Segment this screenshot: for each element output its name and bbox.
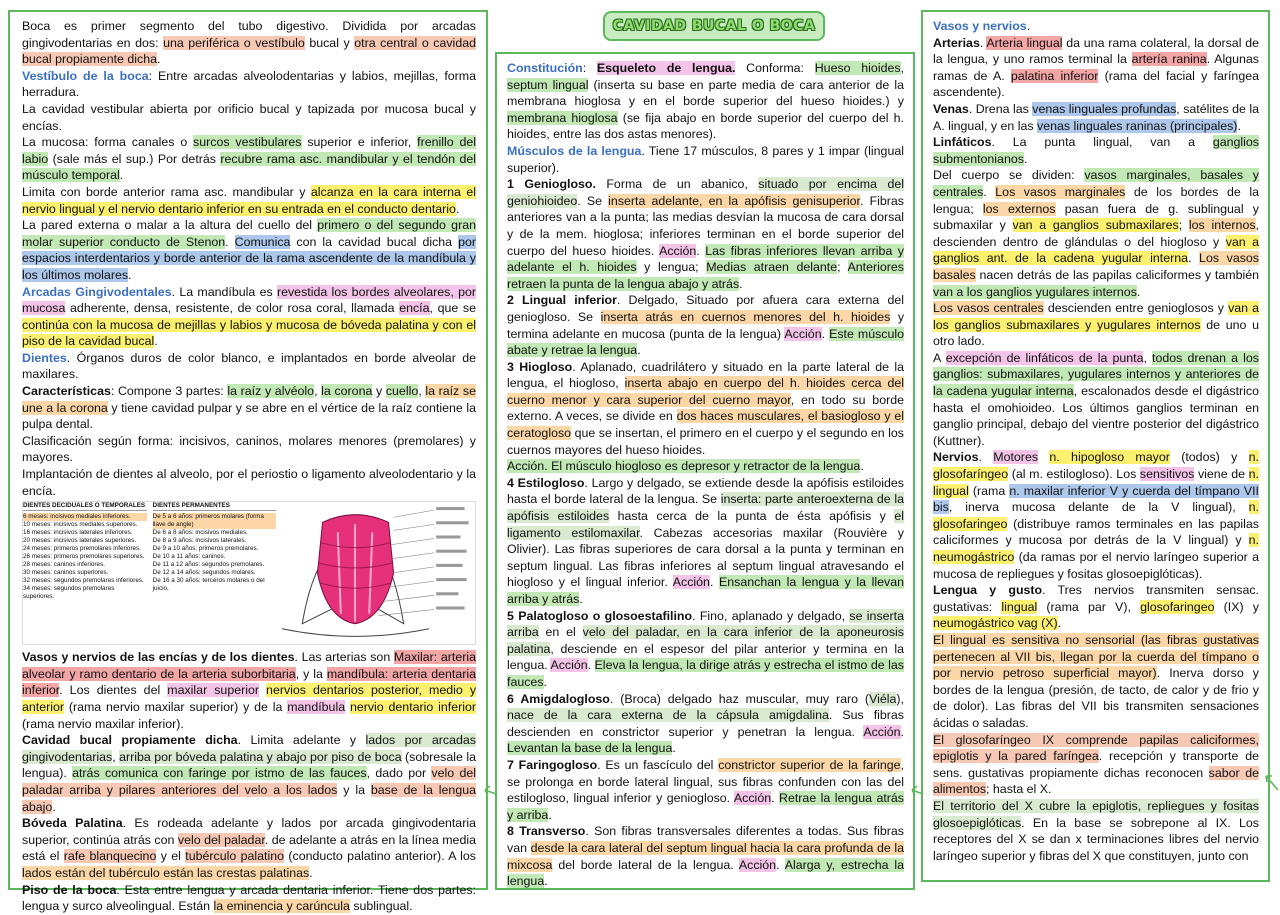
paragraph: Cavidad bucal propiamente dicha. Limita adelante y lados por arcadas gingivodentarias, arriba por bóveda palatina y abajo por piso de boca (sobresale la lengua). atrás comunica con faringe por istmo de las fauces, dado por velo del paladar arriba y pilares anteriores del velo a los lados y la base de la lengua abajo. <box>22 733 476 814</box>
paragraph: 2 Lingual inferior. Delgado, Situado por afuera cara externa del geniogloso. Se inserta atrás en cuernos menores del h. hioides y termina adelante en mucosa (punta de la lengua) Acción. Este músculo abate y retrae la lengua. <box>507 293 905 358</box>
table-cell: 28 meses: caninos inferiores. <box>23 561 105 569</box>
permanent-column <box>153 502 277 644</box>
table-cell: 30 meses: caninos superiores. <box>23 569 109 577</box>
table-cell: 16 meses: incisivos laterales inferiores. <box>23 529 133 537</box>
table-cell: De 6 a 8 años: incisivos mediales. <box>152 529 248 537</box>
paragraph: Vasos y nervios de las encías y de los dientes. Las arterias son Maxilar: arteria alveolar y ramo dentario de la arteria suborbitaria, y la mandíbula: arteria dentaria inferior. Los dientes del maxilar superior nervios dentarios posterior, medio y anterior (rama nervio maxilar superior) y de la mandíbula nervio dentario inferior (rama nervio maxilar inferior). <box>22 650 477 731</box>
paragraph: Boca es primer segmento del tubo digestivo. Dividida por arcadas gingivodentarias en dos: una periférica o vestíbulo bucal y otra central o cavidad bucal propiamente dicha. <box>22 19 476 67</box>
paragraph: El territorio del X cubre la epiglotis, repliegues y fositas glosoepiglóticas. En la base se sobrepone al IX. Los receptores del X se dan x terminaciones libres del nervio laríngeo superior y fibras del X que constituyen, junto con <box>933 798 1259 863</box>
paragraph: Linfáticos. La punta lingual, van a ganglios submentonianos. <box>933 135 1259 166</box>
paragraph: Vasos y nervios. <box>933 19 1031 33</box>
paragraph: 8 Transverso. Son fibras transversales diferentes a todas. Sus fibras van desde la cara lateral del septum lingual hacia la cara profunda de la mixcosa del borde lateral de la lengua. Acción. Alarga y, estrecha la lengua. <box>507 824 905 889</box>
paragraph: 5 Palatogloso o glosoestafilino. Fino, aplanado y delgado, se inserta arriba en el velo del paladar, en la cara inferior de la aponeurosis palatina, desciende en el espesor del pilar anterior y termina en la lengua. Acción. Eleva la lengua, la dirige atrás y estrecha el istmo de las fauces. <box>507 608 904 689</box>
table-cell: De 5 a 6 años: primeros molares (forma llave de angle) <box>153 513 277 529</box>
table-cell: De 10 a 11 años: caninos. <box>152 553 226 561</box>
column-boca <box>8 10 488 914</box>
table-cell: De 8 a 9 años: incisivos laterales. <box>152 537 247 545</box>
table-cell: 34 meses: segundos premolares superiores. <box>23 585 115 601</box>
paragraph: La cavidad vestibular abierta por orificio bucal y tapizada por mucosa bucal y encías. <box>22 101 476 133</box>
table-cell: 24 meses: primeros premolares inferiores. <box>23 545 141 553</box>
deciduous-column <box>23 502 147 644</box>
paragraph: Arcadas Gingivodentales. La mandíbula es revestida los bordes alveolares, por mucosa adherente, densa, resistente, de color rosa coral, llamada encía, que se continúa con la mucosa de mejillas y labios y mucosa de bóveda palatina y con el piso de la cavidad bucal. <box>22 284 476 349</box>
table-cell: De 11 a 12 años: segundos premolares. <box>152 561 265 569</box>
table-header: DIENTES PERMANENTES <box>153 502 277 511</box>
paragraph: Lengua y gusto. Tres nervios transmiten sensac. gustativas: lingual (rama par V), glosofaringeo (IX) y neumogástrico vag (X). <box>933 583 1259 631</box>
paragraph: 3 Hiogloso. Aplanado, cuadrilátero y situado en la parte lateral de la lengua, el hiogloso, inserta abajo en cuerpo del h. hioides cerca del cuerno menor y cara superior del cuerno mayor, en todo su borde externo. A veces, se divide en dos haces musculares, el basiogloso y el ceratogloso que se insertan, el primero en el cuerpo y el segundo en los cuernos mayores del hueso hioides. <box>507 359 904 457</box>
paragraph: Músculos de la lengua. Tiene 17 músculos, 8 pares y 1 impar (lingual superior). <box>507 143 904 175</box>
table-cell: De 9 a 10 años: primeros premolares. <box>152 545 259 553</box>
tongue-muscles-illustration <box>282 502 475 644</box>
paragraph: Características: Compone 3 partes: la raíz y alvéolo, la corona y cuello, la raíz se une a la corona y tiene cavidad pulpar y se abre en el vértice de la raíz contiene la pulpa dental. <box>22 384 476 432</box>
paragraph: Constitución: Esqueleto de lengua. Conforma: Hueso hioides, septum lingual (inserta su base en parte media de cara anterior de la membrana hioglosa y en el borde superior del hueso hioides.) y membrana hioglosa (se fija abajo en borde superior del cuerpo del h. hioides, entre las dos astas menores). <box>507 61 905 142</box>
table-header: DIENTES DECIDUALES O TEMPORALES <box>23 502 146 510</box>
paragraph: 7 Faringogloso. Es un fascículo del constrictor superior de la faringe, se prolonga en borde lateral lingual, sus fibras confunden con las del estilogloso, lingual inferior y geniogloso. Acción. Retrae la lengua atrás y arriba. <box>507 757 904 822</box>
paragraph: Arterias. Arteria lingual da una rama colateral, la dorsal de la lengua, y uno ramos terminal la artería ranina. Algunas ramas de A. palatina inferior (rama del facial y faríngea ascendente). <box>933 35 1260 100</box>
paragraph: Los vasos centrales descienden entre genioglosos y van a los ganglios submaxilares y yugulares internos de uno u otro lado. <box>933 301 1259 349</box>
table-cell: 20 meses: incisivos laterales superiores. <box>23 537 137 545</box>
teeth-table <box>22 501 476 645</box>
paragraph: Nervios. Motores n. hipogloso mayor (todos) y n. glosofaríngeo (al m. estilogloso). Los sensitivos viene de n. lingual (rama n. maxilar inferior V y cuerda del tímpano VII bis, inerva mucosa delante de la V lingual), n. glosofaringeo (distribuye ramos terminales en las papilas caliciformes y mucosa por detrás de la V lingual) y n. neumogástrico (da ramas por el nervio laríngeo superior a mucosa de repliegues y fositas glosoepiglóticas). <box>933 450 1259 581</box>
paragraph: Dientes. Órganos duros de color blanco, e implantados en borde alveolar de maxilares. <box>22 350 476 382</box>
paragraph: 4 Estilogloso. Largo y delgado, se extiende desde la apófisis estiloides hasta el borde lateral de la lengua. Se inserta: parte anteroexterna de la apófisis estiloides hasta cerca de la punta de ésta apófisis y el ligamento estilomaxilar. Cabezas accesorias maxilar (Rouvière y Olivier). Las fibras superiores de cara dorsal a la punta y terminan en septum lingual. Las fibras inferiores al septum lingual atravesando el hiogloso y el lingual inferior. Acción. Ensanchan la lengua y la llevan arriba y atrás. <box>507 475 905 606</box>
column-lengua <box>495 52 915 890</box>
table-cell: 10 meses: incisivos mediales superiores. <box>23 521 138 529</box>
table-cell: De 12 a 14 años: segundos molares. <box>152 569 256 577</box>
paragraph: La pared externa o malar a la altura del cuello del primero o del segundo gran molar superior conducto de Stenon. Comunica con la cavidad bucal dicha por espacios interdentarios y borde anterior de la rama ascendente de la mandíbula y los últimos molares. <box>22 218 476 282</box>
paragraph: Vestíbulo de la boca: Entre arcadas alveolodentarias y labios, mejillas, forma herradura. <box>22 68 476 100</box>
table-cell: 26 meses: primeros premolares superiores. <box>23 553 145 561</box>
page-title: CAVIDAD BUCAL O BOCA <box>612 18 816 34</box>
paragraph: Clasificación según forma: incisivos, caninos, molares menores (premolares) y mayores. <box>22 433 476 465</box>
paragraph: Piso de la boca. Esta entre lengua y arcada dentaria inferior. Tiene dos partes: lengua y surco alveolingual. Están la eminencia y carúncula sublingual. <box>22 882 476 914</box>
paragraph: Acción. El músculo hiogloso es depresor y retractor de la lengua. <box>507 459 864 474</box>
table-cell: De 16 a 30 años: terceros molares o del juicio, <box>152 577 265 593</box>
paragraph: 6 Amigdalogloso. (Broca) delgado haz muscular, muy raro (Viéla), nace de la cara externa de la cápsula amigdalina. Sus fibras descienden en constrictor superior y penetran la lengua. Acción. Levantan la base de la lengua. <box>507 691 905 756</box>
paragraph: El lingual es sensitiva no sensorial (las fibras gustativas pertenecen al VII bis, llegan por la cuerda del tímpano o por nervio petroso superficial mayor). Inerva dorso y bordes de la lengua (presión, de tacto, de calor y de frio y de dolor). Las fibras del VII bis transmiten sensaciones ácidas o saladas. <box>933 632 1259 730</box>
table-cell: 32 meses: segundos premolares inferiores. <box>23 577 144 585</box>
paragraph: El glosofaríngeo IX comprende papilas caliciformes, epiglotis y la pared faríngea. recepción y transporte de sens. gustativas propiamente dichas reconocen sabor de alimentos; hasta el X. <box>933 732 1259 797</box>
paragraph: A excepción de linfáticos de la punta, todos drenan a los ganglios: submaxilares, yugulares internos y anteriores de la cadena yugular interna, escalonados desde el digástrico hasta el omohioideo. Los últimos ganglios terminan en ganglio principal, debajo del vientre posterior del digástrico (Kuttner). <box>933 350 1260 448</box>
paragraph: Bóveda Palatina. Es rodeada adelante y lados por arcada gingivodentaria superior, continúa atrás con velo del paladar. de adelante a atrás en la línea media está el rafe blanquecino y el tubérculo palatino (conducto palatino anterior). A los lados están del tubérculo están las crestas palatinas. <box>22 816 476 880</box>
paragraph: Implantación de dientes al alveolo, por el periostio o ligamento alveolodentario y la encía. <box>22 467 476 498</box>
paragraph: 1 Geniogloso. Forma de un abanico, situado por encima del geniohioideo. Se inserta adelante, en la apófisis genisuperior. Fibras anteriores van a la punta; las medias desvían la mucosa de cara dorsal y de la mem. hioglosa; inferiores terminan en el borde superior del cuerpo del hueso hioides. Acción. Las fibras inferiores llevan arriba y adelante el h. hioides y lengua; Medias atraen delante; Anteriores retraen la punta de la lengua abajo y atrás. <box>507 177 905 291</box>
paragraph: Limita con borde anterior rama asc. mandibular y alcanza en la cara interna el nervio lingual y el nervio dentario inferior en su entrada en el conducto dentario. <box>22 184 476 216</box>
paragraph: Venas. Drena las venas linguales profundas, satélites de la A. lingual, y en las venas linguales raninas (principales). <box>933 101 1260 133</box>
table-cell: 6 meses: incisivos mediales inferiores. <box>23 513 147 521</box>
paragraph: Del cuerpo se dividen: vasos marginales, basales y centrales. Los vasos marginales de los bordes de la lengua; los externos pasan fuera de g. sublingual y submaxilar y van a ganglios submaxilares; los internos, descienden dentro de glándulas o del hiogloso y van a ganglios ant. de la cadena yugular interna. Los vasos basales nacen detrás de las papilas caliciformes y también van a los ganglios yugulares internos. <box>933 168 1260 299</box>
column-vasos-nervios <box>921 10 1270 882</box>
page-title-box <box>603 11 825 41</box>
paragraph: La mucosa: forma canales o surcos vestibulares superior e inferior, frenillo del labio (sale más el sup.) Por detrás recubre rama asc. mandibular y el tendón del músculo temporal. <box>22 135 476 183</box>
